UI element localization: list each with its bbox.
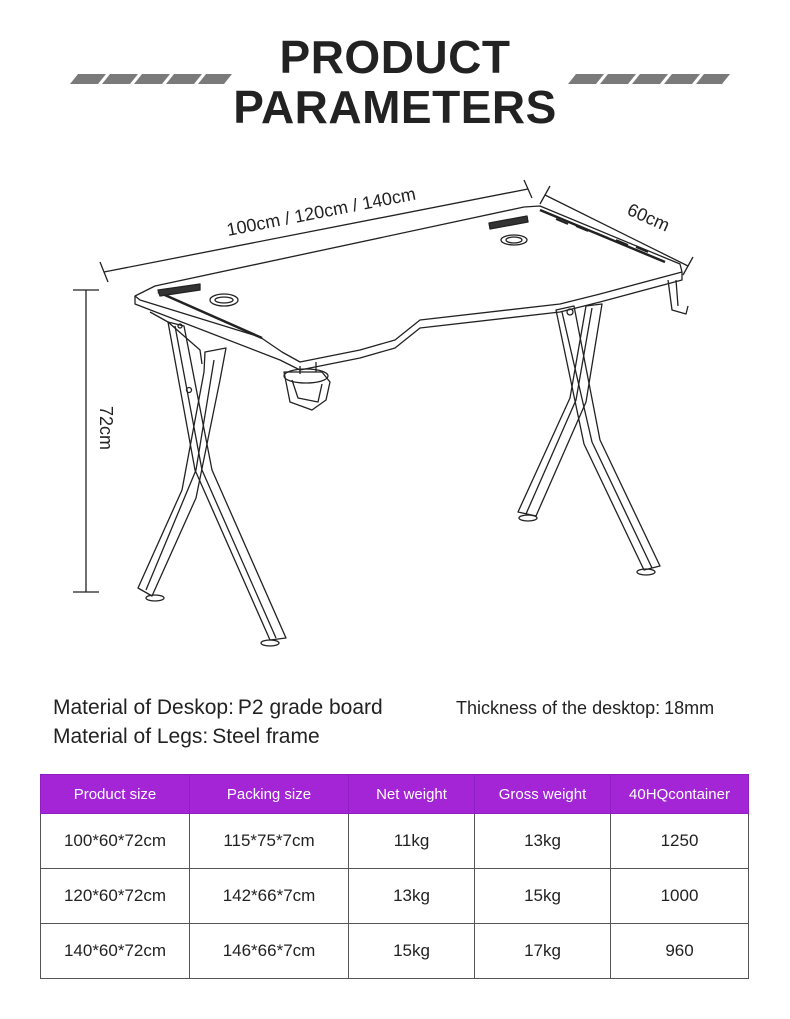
- desk-line-drawing: [0, 170, 790, 670]
- table-row: [41, 869, 749, 924]
- header-net-weight: Net weight: [349, 775, 475, 814]
- width-dimension-line: [100, 180, 532, 282]
- decorative-stripes-right: [568, 72, 730, 86]
- table-cell: 120*60*72cm: [41, 869, 190, 924]
- table-cell: 17kg: [475, 924, 611, 979]
- page-title-line-1: PRODUCT: [279, 31, 511, 83]
- height-dimension-line: [73, 290, 99, 592]
- legs-material-label: Material of Legs:: [53, 725, 209, 748]
- header-gross-weight: Gross weight: [475, 775, 611, 814]
- left-leg-frame: [138, 312, 286, 646]
- desktop-material-label: Material of Deskop:: [53, 696, 234, 719]
- legs-material-spec: [53, 725, 320, 749]
- header-product-size: Product size: [41, 775, 190, 814]
- table-cell: 1250: [611, 814, 749, 869]
- table-cell: 960: [611, 924, 749, 979]
- header-container: 40HQcontainer: [611, 775, 749, 814]
- depth-dimension-line: [540, 186, 693, 275]
- thickness-label: Thickness of the desktop:: [456, 698, 661, 718]
- table-cell: 140*60*72cm: [41, 924, 190, 979]
- thickness-value: 18mm: [664, 698, 715, 718]
- right-leg-frame: [518, 304, 660, 575]
- table-cell: 11kg: [349, 814, 475, 869]
- legs-material-value: Steel frame: [212, 725, 320, 748]
- table-cell: 142*66*7cm: [190, 869, 349, 924]
- table-cell: 1000: [611, 869, 749, 924]
- table-cell: 13kg: [475, 814, 611, 869]
- cup-holder: [284, 372, 330, 410]
- desktop-top: [135, 206, 682, 362]
- table-row: [41, 814, 749, 869]
- desktop-material-spec: [53, 696, 383, 720]
- table-cell: 15kg: [349, 924, 475, 979]
- header-packing-size: Packing size: [190, 775, 349, 814]
- page-title-line-2: PARAMETERS: [233, 81, 557, 133]
- table-cell: 15kg: [475, 869, 611, 924]
- depth-dimension-label: 60cm: [624, 199, 673, 236]
- table-cell: 115*75*7cm: [190, 814, 349, 869]
- table-cell: 100*60*72cm: [41, 814, 190, 869]
- decorative-stripes-left: [70, 72, 232, 86]
- table-row: [41, 924, 749, 979]
- desktop-material-value: P2 grade board: [237, 696, 383, 719]
- product-size-table: [40, 774, 749, 979]
- width-dimension-label: 100cm / 120cm / 140cm: [224, 183, 418, 240]
- table-cell: 13kg: [349, 869, 475, 924]
- table-header-row: [41, 775, 749, 814]
- height-dimension-label: 72cm: [96, 406, 116, 451]
- table-cell: 146*66*7cm: [190, 924, 349, 979]
- desktop-thickness-spec: [456, 698, 714, 719]
